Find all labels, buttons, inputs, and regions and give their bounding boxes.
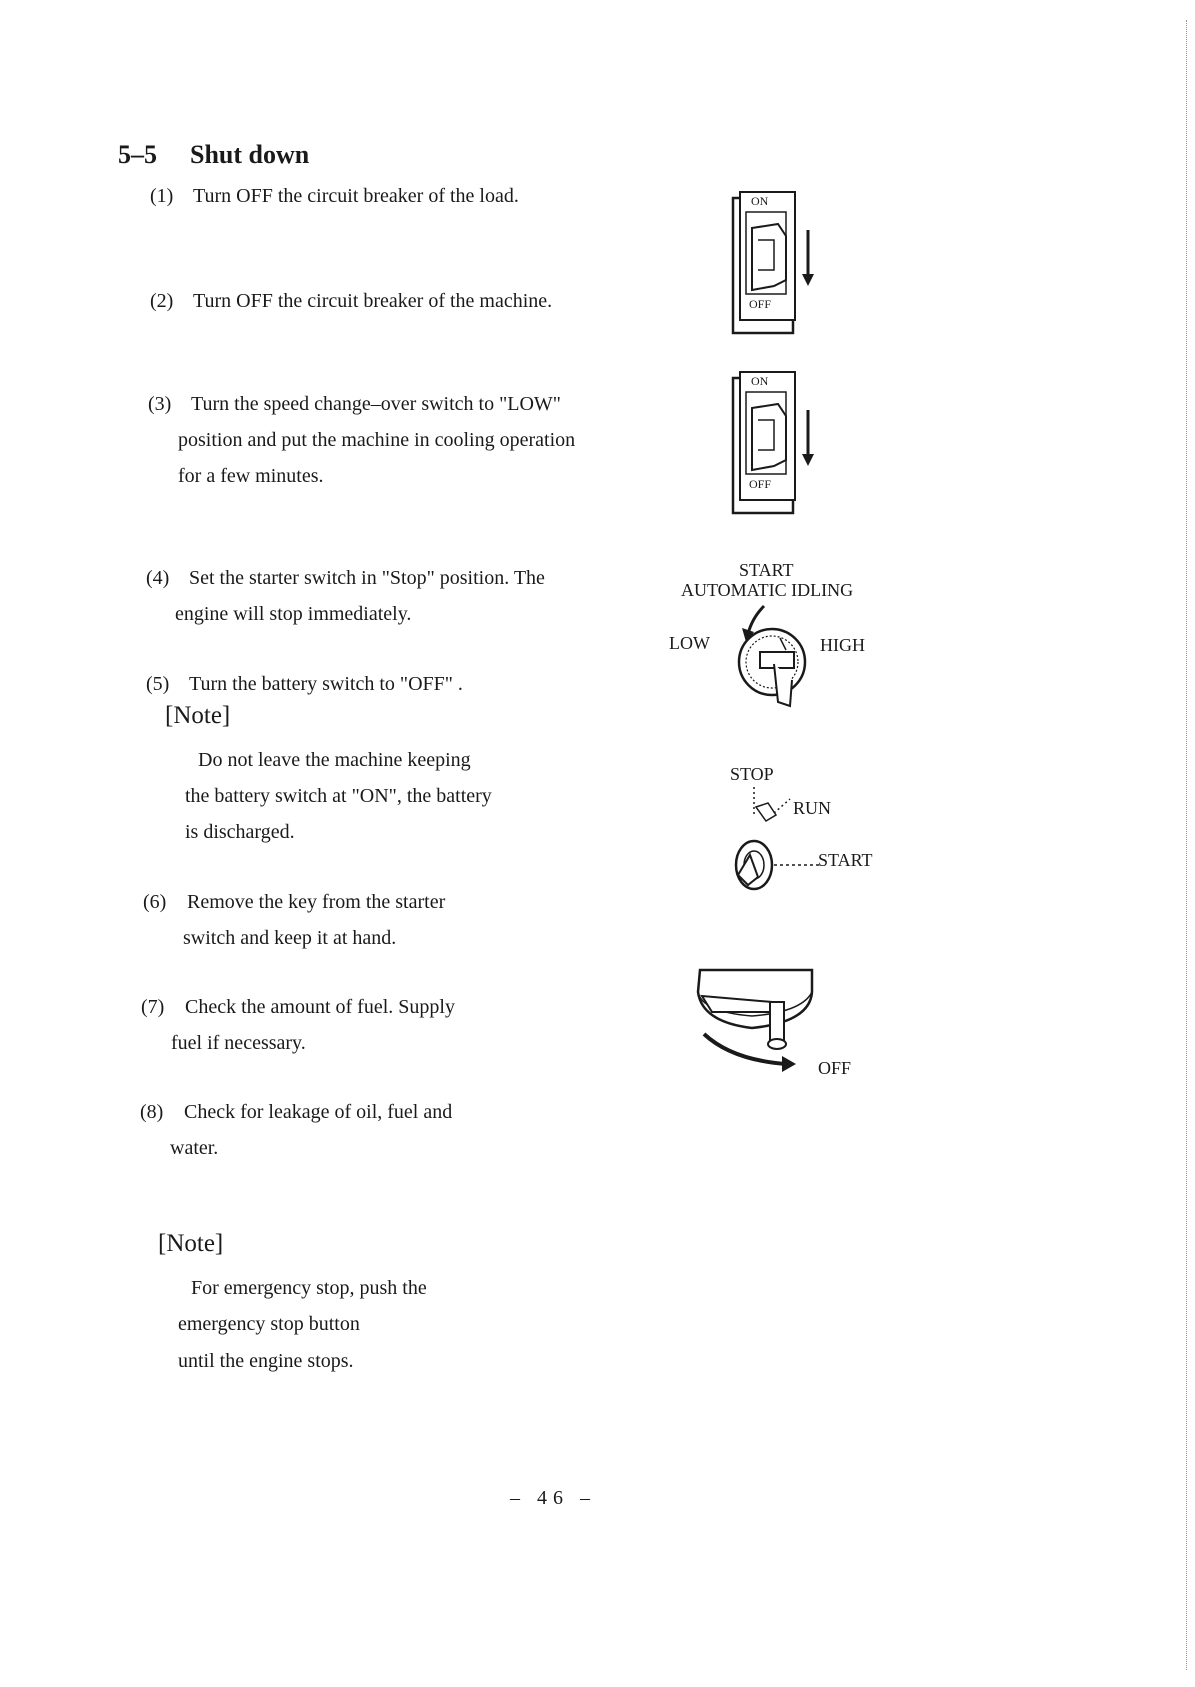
step-1-number: (1) (150, 185, 174, 207)
section-title: Shut down (190, 140, 310, 169)
breaker-switch-icon (730, 190, 820, 340)
breaker-2-on-label: ON (751, 374, 769, 388)
step-8-line-2: water. (170, 1137, 219, 1159)
step-3-line-3: for a few minutes. (178, 465, 324, 487)
step-2-number: (2) (150, 290, 174, 312)
section-number: 5–5 (118, 140, 157, 169)
step-1-line-1: Turn OFF the circuit breaker of the load. (193, 185, 519, 207)
note-1-line-2: the battery switch at "ON", the battery (185, 785, 492, 807)
note-1-line-3: is discharged. (185, 821, 295, 843)
page-number: – 46 – (510, 1487, 596, 1509)
note-2-line-3: until the engine stops. (178, 1350, 354, 1372)
battery-switch-off-label: OFF (818, 1058, 852, 1078)
step-5-number: (5) (146, 673, 170, 695)
breaker-switch-icon (730, 370, 820, 520)
step-3-line-2: position and put the machine in cooling operation (178, 429, 576, 451)
starter-run-label: RUN (793, 798, 832, 818)
step-6-number: (6) (143, 891, 167, 913)
step-6-line-2: switch and keep it at hand. (183, 927, 397, 949)
note-2-line-2: emergency stop button (178, 1313, 360, 1335)
step-4-line-1: Set the starter switch in "Stop" position. The (189, 567, 545, 589)
starter-stop-label: STOP (730, 764, 774, 784)
speed-switch-knob-icon (722, 602, 822, 712)
note-2-title: [Note] (158, 1230, 224, 1257)
breaker-1-off-label: OFF (749, 297, 772, 311)
note-1-line-1: Do not leave the machine keeping (198, 749, 471, 771)
speed-switch-high-label: HIGH (820, 635, 865, 655)
step-8-line-1: Check for leakage of oil, fuel and (184, 1101, 453, 1123)
battery-switch-icon (692, 962, 822, 1072)
page-edge-line (1186, 20, 1187, 1670)
breaker-2-off-label: OFF (749, 477, 772, 491)
step-2-line-1: Turn OFF the circuit breaker of the machine. (193, 290, 553, 312)
step-4-line-2: engine will stop immediately. (175, 603, 412, 625)
step-3-number: (3) (148, 393, 172, 415)
breaker-1-on-label: ON (751, 194, 769, 208)
speed-switch-title-1: START (739, 560, 794, 580)
speed-switch-title-2: AUTOMATIC IDLING (681, 580, 854, 600)
step-7-line-2: fuel if necessary. (171, 1032, 306, 1054)
starter-key-switch-icon (722, 785, 822, 895)
step-4-number: (4) (146, 567, 170, 589)
step-7-line-1: Check the amount of fuel. Supply (185, 996, 455, 1018)
step-7-number: (7) (141, 996, 165, 1018)
step-5-line-1: Turn the battery switch to "OFF" . (189, 673, 463, 695)
note-1-title: [Note] (165, 702, 231, 729)
step-6-line-1: Remove the key from the starter (187, 891, 446, 913)
starter-start-label: START (818, 850, 873, 870)
note-2-line-1: For emergency stop, push the (191, 1277, 427, 1299)
speed-switch-low-label: LOW (669, 633, 710, 653)
step-8-number: (8) (140, 1101, 164, 1123)
step-3-line-1: Turn the speed change–over switch to "LOW" (191, 393, 561, 415)
